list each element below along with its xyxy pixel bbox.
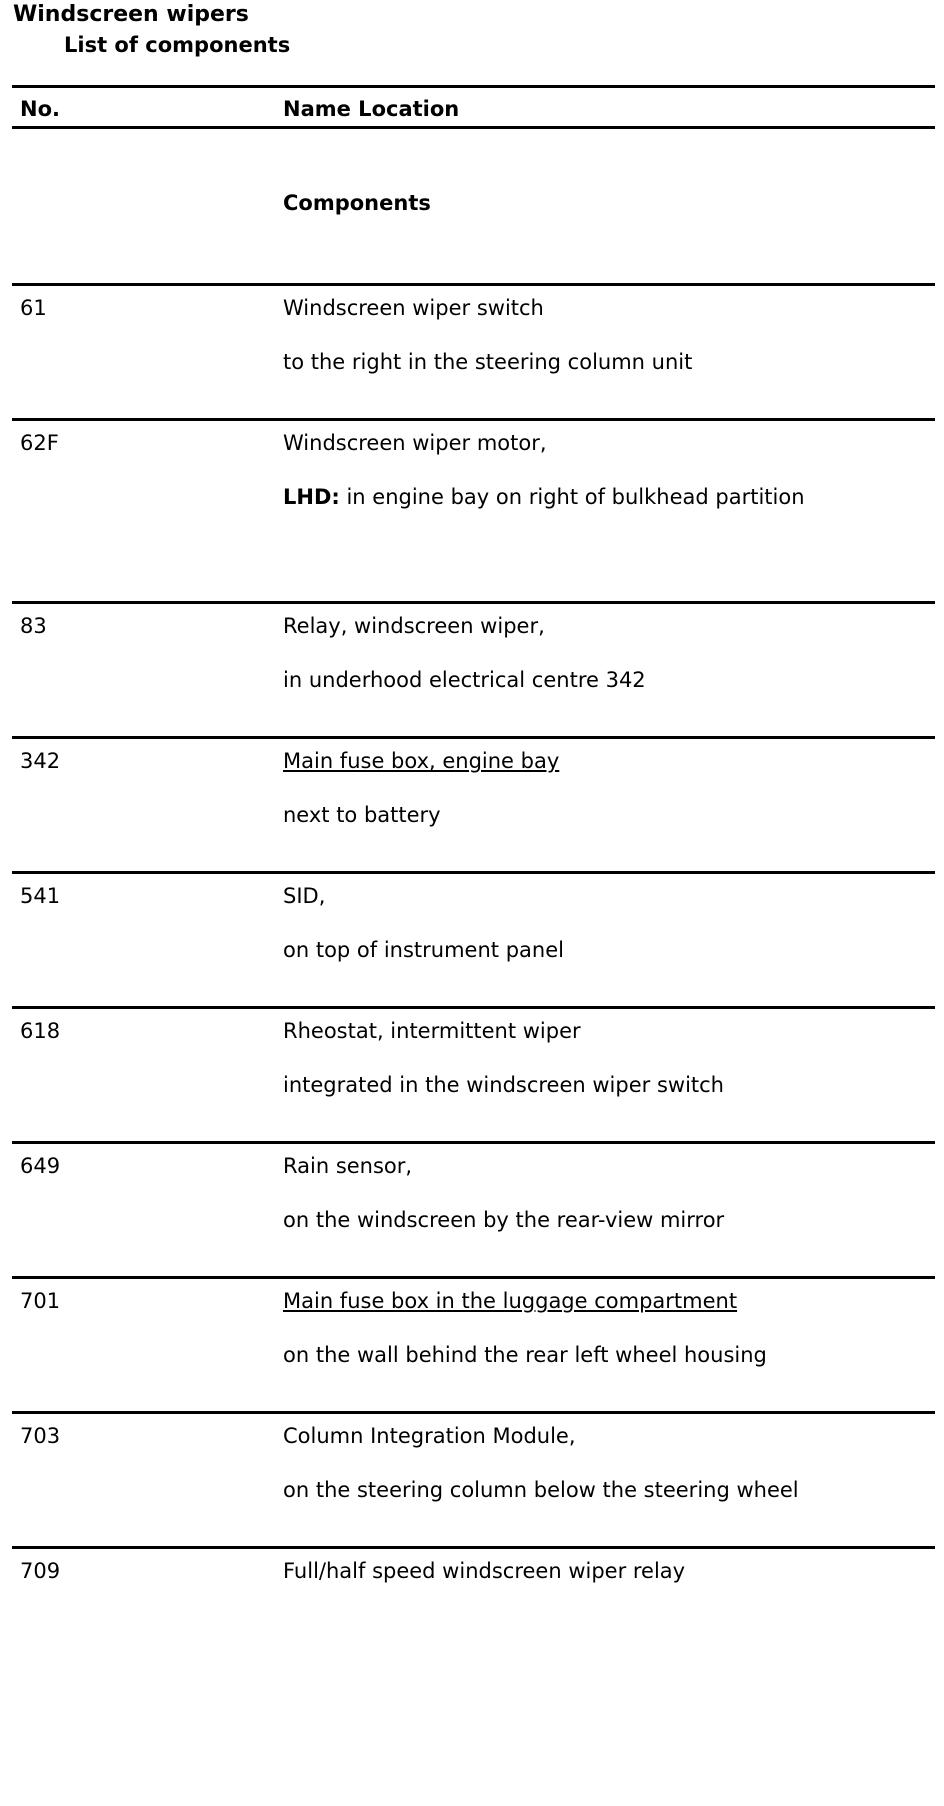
- component-name: Column Integration Module,: [283, 1424, 576, 1448]
- component-name: Full/half speed windscreen wiper relay: [283, 1559, 686, 1583]
- component-number: 61: [20, 296, 47, 320]
- component-location: on the steering column below the steering wheel: [283, 1478, 799, 1502]
- component-number: 703: [20, 1424, 61, 1448]
- document-subtitle: List of components: [64, 33, 291, 57]
- component-name: Rheostat, intermittent wiper: [283, 1019, 581, 1043]
- components-table: [12, 85, 935, 1610]
- component-number: 342: [20, 749, 61, 773]
- component-number: 618: [20, 1019, 61, 1043]
- component-location: integrated in the windscreen wiper switch: [283, 1073, 724, 1097]
- component-number: 541: [20, 884, 61, 908]
- table-row: [12, 601, 935, 736]
- header-no: No.: [20, 97, 60, 121]
- component-name-link[interactable]: Main fuse box in the luggage compartment: [283, 1289, 738, 1313]
- document-title: Windscreen wipers: [13, 2, 249, 27]
- component-name: Relay, windscreen wiper,: [283, 614, 545, 638]
- component-location: on top of instrument panel: [283, 938, 564, 962]
- component-location: in underhood electrical centre 342: [283, 668, 646, 692]
- component-name: SID,: [283, 884, 326, 908]
- component-name-link[interactable]: Main fuse box, engine bay: [283, 749, 560, 773]
- component-location: to the right in the steering column unit: [283, 350, 693, 374]
- table-row: [12, 736, 935, 871]
- component-location: [283, 484, 805, 510]
- section-heading-row: [12, 129, 935, 283]
- table-header: [12, 85, 935, 129]
- component-number: 649: [20, 1154, 61, 1178]
- table-row: [12, 283, 935, 418]
- component-location: next to battery: [283, 803, 441, 827]
- table-row: [12, 1276, 935, 1411]
- component-number: 701: [20, 1289, 61, 1313]
- component-name: Rain sensor,: [283, 1154, 413, 1178]
- component-location: on the windscreen by the rear-view mirror: [283, 1208, 725, 1232]
- component-name: Windscreen wiper motor,: [283, 431, 547, 455]
- component-location: on the wall behind the rear left wheel housing: [283, 1343, 767, 1367]
- location-text: in engine bay on right of bulkhead partition: [339, 485, 805, 509]
- component-number: 83: [20, 614, 47, 638]
- component-number: 62F: [20, 431, 59, 455]
- table-row: [12, 418, 935, 601]
- component-number: 709: [20, 1559, 61, 1583]
- location-qualifier: LHD:: [283, 485, 340, 509]
- table-row: [12, 1546, 935, 1610]
- section-heading: Components: [283, 191, 431, 215]
- header-name-location: Name Location: [283, 97, 460, 121]
- table-row: [12, 1141, 935, 1276]
- table-row: [12, 1411, 935, 1546]
- component-name: Windscreen wiper switch: [283, 296, 544, 320]
- table-row: [12, 1006, 935, 1141]
- table-row: [12, 871, 935, 1006]
